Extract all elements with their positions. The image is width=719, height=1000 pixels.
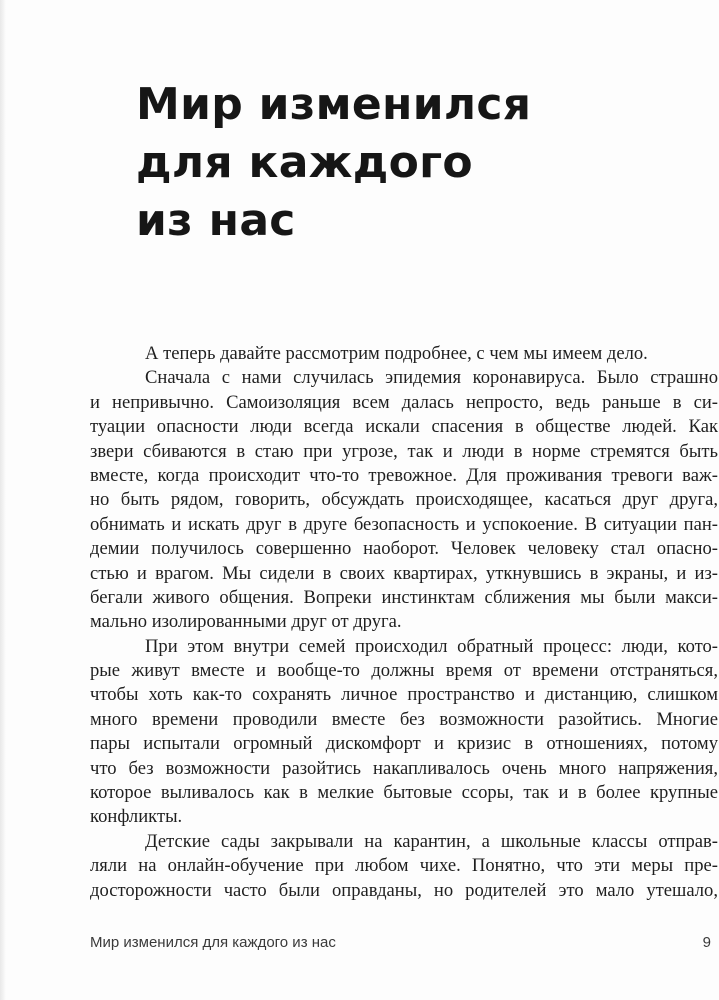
- paragraph-line: конфликты.: [90, 806, 183, 828]
- chapter-title-line: из нас: [136, 195, 296, 246]
- paragraph-line: вместе, когда происходит что-то тревожное. Для проживания тревоги важ-: [90, 464, 718, 486]
- chapter-title-line: Мир изменился: [136, 79, 532, 130]
- paragraph-line: много времени проводили вместе без возможности разойтись. Многие: [90, 708, 718, 730]
- paragraph-line: которое выливалось как в мелкие бытовые ссоры, так и в более крупные: [90, 782, 718, 804]
- paragraph-line: что без возможности разойтись накапливалось очень много напряжения,: [90, 757, 718, 779]
- page-edge: [0, 0, 6, 1000]
- paragraph-line: ляли на онлайн-обучение при любом чихе. Понятно, что эти меры пре-: [90, 855, 718, 877]
- paragraph-line: туации опасности люди всегда искали спасения в обществе людей. Как: [90, 416, 718, 438]
- paragraph-line: стью и врагом. Мы сидели в своих квартирах, уткнувшись в экраны, и из-: [90, 562, 718, 584]
- body-text: [90, 342, 718, 903]
- chapter-title-line: для каждого: [136, 137, 473, 188]
- paragraph-line: А теперь давайте рассмотрим подробнее, с чем мы имеем дело.: [145, 343, 648, 364]
- chapter-title: [136, 76, 676, 250]
- paragraph-line: и непривычно. Самоизоляция всем далась непросто, ведь раньше в си-: [90, 391, 718, 413]
- page-number: 9: [702, 934, 711, 951]
- paragraph-line: рые живут вместе и вообще-то должны время от времени отстраняться,: [90, 660, 718, 682]
- paragraph-line: пары испытали огромный дискомфорт и кризис в отношениях, потому: [90, 733, 718, 755]
- paragraph-line: Сначала с нами случилась эпидемия коронавируса. Было страшно: [145, 367, 718, 389]
- paragraph-line: чтобы хоть как-то сохранять личное пространство и дистанцию, слишком: [90, 684, 718, 706]
- paragraph-line: При этом внутри семей происходил обратный процесс: люди, кото-: [145, 635, 718, 657]
- paragraph-line: но быть рядом, говорить, обсуждать происходящее, касаться друг друга,: [90, 489, 718, 511]
- paragraph-line: досторожности часто были оправданы, но родителей это мало утешало,: [90, 879, 718, 901]
- running-title: Мир изменился для каждого из нас: [90, 934, 336, 951]
- paragraph-line: бегали живого общения. Вопреки инстинктам сближения мы были макси-: [90, 586, 718, 608]
- paragraph-line: Детские сады закрывали на карантин, а школьные классы отправ-: [145, 830, 718, 852]
- paragraph-line: обнимать и искать друг в друге безопасность и успокоение. В ситуации пан-: [90, 513, 718, 535]
- paragraph-line: мально изолированными друг от друга.: [90, 611, 402, 633]
- paragraph-line: звери сбиваются в стаю при угрозе, так и люди в норме стремятся быть: [90, 440, 718, 462]
- paragraph-line: демии получилось совершенно наоборот. Человек человеку стал опасно-: [90, 538, 718, 560]
